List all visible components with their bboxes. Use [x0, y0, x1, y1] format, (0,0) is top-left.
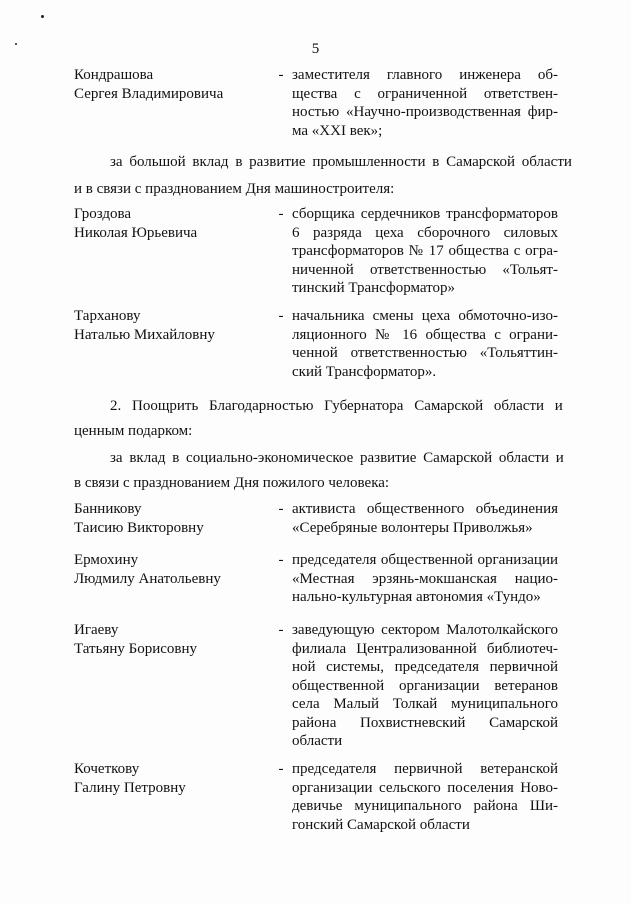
- recipient-given-name: Галину Петровну: [74, 779, 186, 796]
- position-line: тинский Трансформатор»: [292, 280, 455, 296]
- recipient-surname: Гроздова: [74, 206, 132, 222]
- entry-dash: -: [278, 67, 284, 83]
- recipient-name: [74, 500, 274, 537]
- position-line: председателя общественной организации: [292, 552, 558, 568]
- recipient-surname: Кондрашова: [74, 67, 154, 83]
- page-number: 5: [311, 41, 320, 57]
- entry-dash: -: [278, 308, 284, 324]
- position-line: организации сельского поселения Ново-: [292, 779, 558, 796]
- position-line: нально-культурная автономия «Тундо»: [292, 589, 541, 605]
- position-line: сборщика сердечников трансформаторов: [292, 206, 558, 222]
- recipient-name: [74, 66, 274, 103]
- entry-dash: -: [278, 206, 284, 222]
- position-line: филиала Централизованной библиотеч-: [292, 640, 558, 657]
- position-line: «Местная эрзянь-мокшанская нацио-: [292, 570, 558, 587]
- position-line: гонский Самарской области: [292, 816, 470, 833]
- position-line: 6 разряда цеха сборочного силовых: [292, 224, 558, 241]
- recipient-name: [74, 621, 274, 658]
- decree-item-heading: ценным подарком:: [74, 423, 193, 439]
- award-reason: за вклад в социально-экономическое развитие Самарской области и: [110, 450, 564, 466]
- recipient-position: [292, 205, 558, 298]
- recipient-position: [292, 66, 558, 140]
- position-line: «Серебряные волонтеры Приволжья»: [292, 519, 533, 536]
- recipient-name: [74, 760, 274, 797]
- position-line: ма «XXI век»;: [292, 122, 383, 139]
- recipient-surname: Игаеву: [74, 622, 119, 638]
- recipient-name: [74, 307, 274, 344]
- position-line: трансформаторов № 17 общества с огра-: [292, 243, 558, 259]
- award-reason: и в связи с празднованием Дня машиностроителя:: [74, 181, 395, 197]
- recipient-given-name: Наталью Михайловну: [74, 326, 215, 343]
- decree-item-heading: 2. Поощрить Благодарностью Губернатора Самарской области и: [110, 398, 563, 414]
- position-line: ниченной ответственностью «Тольят-: [292, 261, 558, 278]
- recipient-given-name: Людмилу Анатольевну: [74, 570, 221, 587]
- position-line: щества с ограниченной ответствен-: [292, 85, 558, 102]
- position-line: села Малый Толкай муниципального: [292, 696, 558, 712]
- recipient-given-name: Татьяну Борисовну: [74, 640, 198, 657]
- recipient-surname: Ермохину: [74, 552, 139, 568]
- recipient-position: [292, 500, 558, 537]
- position-line: ченной ответственностью «Тольяттин-: [292, 345, 558, 361]
- recipient-surname: Тарханову: [74, 308, 141, 324]
- scan-speck: [41, 15, 44, 18]
- recipient-name: [74, 205, 274, 242]
- position-line: ностью «Научно-производственная фир-: [292, 104, 558, 120]
- recipient-surname: Банникову: [74, 501, 142, 517]
- entry-dash: -: [278, 622, 284, 638]
- position-line: общественной организации ветеранов: [292, 677, 558, 694]
- position-line: ной системы, председателя первичной: [292, 659, 558, 675]
- position-line: заведующую сектором Малотолкайского: [292, 622, 558, 638]
- award-reason: за большой вклад в развитие промышленности в Самарской области: [110, 154, 572, 170]
- recipient-position: [292, 760, 558, 834]
- position-line: заместителя главного инженера об-: [292, 67, 558, 83]
- position-line: девичье муниципального района Ши-: [292, 798, 558, 814]
- position-line: ляционного № 16 общества с ограни-: [292, 326, 558, 343]
- recipient-position: [292, 621, 558, 751]
- position-line: области: [292, 733, 343, 749]
- recipient-name: [74, 551, 274, 588]
- position-line: начальника смены цеха обмоточно-изо-: [292, 308, 558, 324]
- entry-dash: -: [278, 761, 284, 777]
- entry-dash: -: [278, 552, 284, 568]
- recipient-given-name: Сергея Владимировича: [74, 85, 224, 102]
- recipient-surname: Кочеткову: [74, 761, 140, 777]
- recipient-given-name: Николая Юрьевича: [74, 224, 198, 241]
- position-line: председателя первичной ветеранской: [292, 761, 558, 777]
- position-line: активиста общественного объединения: [292, 501, 558, 517]
- recipient-given-name: Таисию Викторовну: [74, 519, 204, 536]
- recipient-position: [292, 551, 558, 607]
- position-line: ский Трансформатор».: [292, 363, 437, 380]
- position-line: района Похвистневский Самарской: [292, 714, 558, 731]
- entry-dash: -: [278, 501, 284, 517]
- recipient-position: [292, 307, 558, 381]
- award-reason: в связи с празднованием Дня пожилого человека:: [74, 475, 390, 491]
